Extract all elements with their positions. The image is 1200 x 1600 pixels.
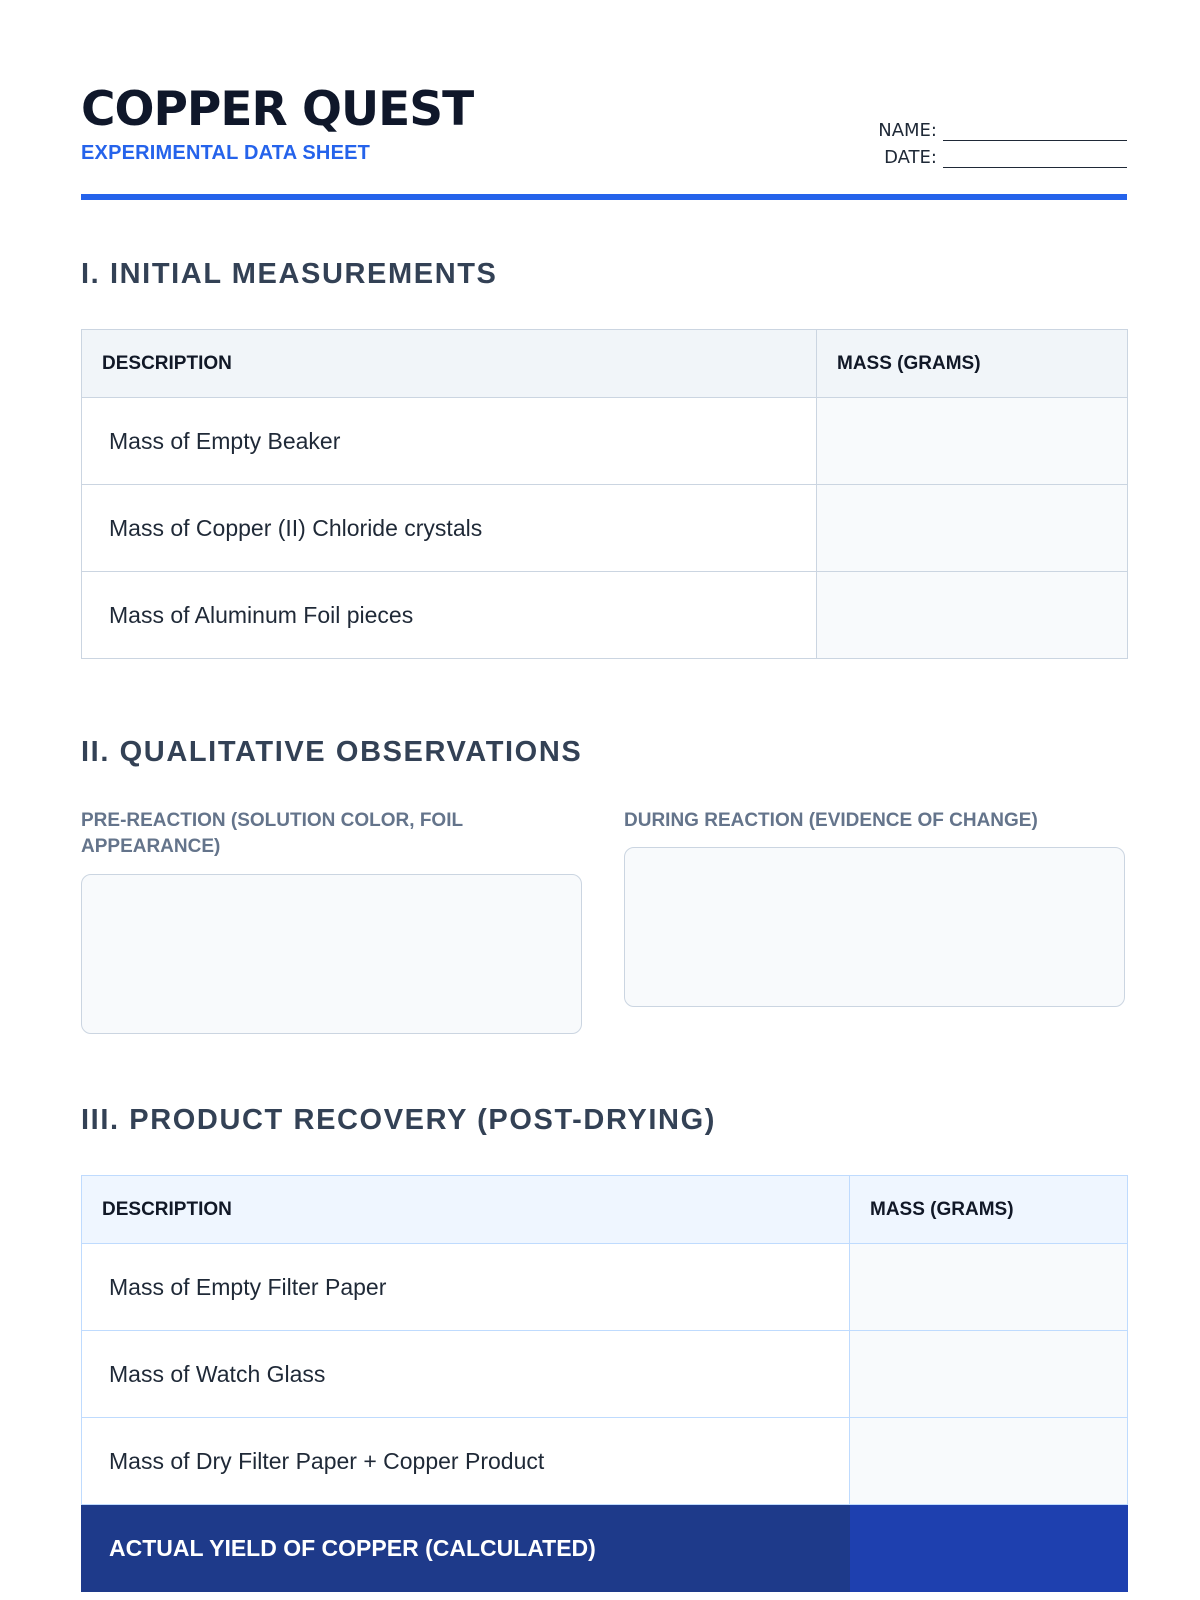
column-header-mass: MASS (GRAMS): [850, 1176, 1128, 1244]
initial-measurements-table: [81, 329, 1128, 659]
column-header-mass: MASS (GRAMS): [817, 330, 1128, 398]
table-row: [82, 1418, 1128, 1505]
row-label: Mass of Empty Beaker: [82, 398, 817, 485]
table-row: [82, 1244, 1128, 1331]
page-subtitle: EXPERIMENTAL DATA SHEET: [81, 142, 371, 164]
row-label: Mass of Empty Filter Paper: [82, 1244, 850, 1331]
mass-input-cell[interactable]: [817, 398, 1128, 485]
header-divider: [81, 194, 1127, 200]
pre-reaction-label: PRE-REACTION (SOLUTION COLOR, FOIL APPEARANCE): [81, 810, 463, 857]
mass-input-cell[interactable]: [817, 485, 1128, 572]
header: [81, 82, 1127, 202]
table-row: [82, 485, 1128, 572]
column-header-description: DESCRIPTION: [82, 1176, 850, 1244]
table-header-row: [82, 1176, 1128, 1244]
name-field[interactable]: [943, 122, 1127, 141]
table-row: [82, 572, 1128, 659]
date-label: DATE:: [884, 147, 937, 168]
section-title-initial: I. INITIAL MEASUREMENTS: [81, 258, 498, 290]
student-info: [857, 114, 1127, 168]
name-label: NAME:: [878, 120, 937, 141]
row-label: Mass of Copper (II) Chloride crystals: [82, 485, 817, 572]
table-row: [82, 1331, 1128, 1418]
name-row: [857, 114, 1127, 141]
date-row: [857, 141, 1127, 168]
table-row: [82, 398, 1128, 485]
page-title: COPPER QUEST: [81, 82, 474, 137]
table-header-row: [82, 330, 1128, 398]
during-reaction-label: DURING REACTION (EVIDENCE OF CHANGE): [624, 810, 1038, 831]
during-reaction-field[interactable]: [624, 847, 1125, 1007]
product-recovery-table: [81, 1175, 1128, 1592]
section-title-recovery: III. PRODUCT RECOVERY (POST-DRYING): [81, 1104, 716, 1136]
row-label: Mass of Dry Filter Paper + Copper Product: [82, 1418, 850, 1505]
section-title-observations: II. QUALITATIVE OBSERVATIONS: [81, 736, 583, 768]
column-header-description: DESCRIPTION: [82, 330, 817, 398]
mass-input-cell[interactable]: [850, 1331, 1128, 1418]
row-label: Mass of Aluminum Foil pieces: [82, 572, 817, 659]
yield-label: ACTUAL YIELD OF COPPER (CALCULATED): [82, 1505, 850, 1592]
yield-total-row: [82, 1505, 1128, 1592]
mass-input-cell[interactable]: [850, 1418, 1128, 1505]
mass-input-cell[interactable]: [850, 1244, 1128, 1331]
row-label: Mass of Watch Glass: [82, 1331, 850, 1418]
pre-reaction-field[interactable]: [81, 874, 582, 1034]
date-field[interactable]: [943, 149, 1127, 168]
yield-input-cell[interactable]: [850, 1505, 1128, 1592]
mass-input-cell[interactable]: [817, 572, 1128, 659]
